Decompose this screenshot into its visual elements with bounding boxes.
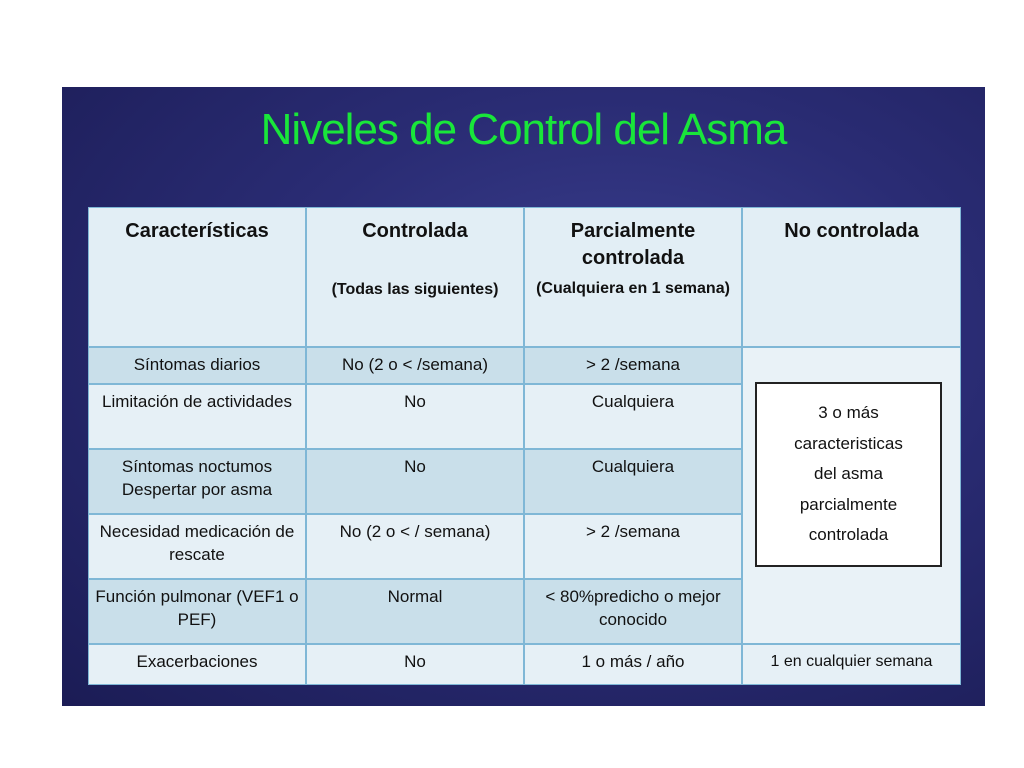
row-partial: 1 o más / año bbox=[524, 644, 742, 685]
row-controlled: No (2 o < / semana) bbox=[306, 514, 524, 579]
header-sublabel: (Todas las siguientes) bbox=[331, 281, 499, 298]
header-sublabel: (Cualquiera en 1 semana) bbox=[536, 280, 730, 297]
box-line: caracteristicas bbox=[794, 433, 903, 453]
row-controlled: No bbox=[306, 449, 524, 514]
row-partial: < 80%predicho o mejor conocido bbox=[524, 579, 742, 644]
box-line: controlada bbox=[808, 525, 889, 545]
row-partial: > 2 /semana bbox=[524, 347, 742, 384]
slide bbox=[62, 87, 985, 706]
box-line: del asma bbox=[814, 464, 883, 484]
row-feature: Síntomas diarios bbox=[88, 347, 306, 384]
box-line: parcialmente bbox=[799, 494, 898, 514]
row-feature: Necesidad medicación de rescate bbox=[88, 514, 306, 579]
row-controlled: No bbox=[306, 644, 524, 685]
header-controlled bbox=[306, 207, 524, 347]
uncontrolled-merged-cell bbox=[742, 347, 961, 644]
header-label: No controlada bbox=[784, 220, 919, 242]
row-uncontrolled: 1 en cualquier semana bbox=[742, 644, 961, 685]
header-label: Controlada bbox=[362, 220, 468, 242]
header-partially-controlled bbox=[524, 207, 742, 347]
row-feature: Función pulmonar (VEF1 o PEF) bbox=[88, 579, 306, 644]
box-line: 3 o más bbox=[818, 403, 879, 423]
header-label: Parcialmente controlada bbox=[570, 220, 696, 269]
row-partial: Cualquiera bbox=[524, 384, 742, 449]
row-controlled: Normal bbox=[306, 579, 524, 644]
header-uncontrolled bbox=[742, 207, 961, 347]
row-feature: Síntomas noctumos Despertar por asma bbox=[88, 449, 306, 514]
asthma-control-table bbox=[88, 207, 961, 685]
row-partial: > 2 /semana bbox=[524, 514, 742, 579]
row-feature: Exacerbaciones bbox=[88, 644, 306, 685]
row-controlled: No (2 o < /semana) bbox=[306, 347, 524, 384]
row-partial: Cualquiera bbox=[524, 449, 742, 514]
slide-title: Niveles de Control del Asma bbox=[260, 105, 787, 154]
header-label: Características bbox=[125, 220, 269, 242]
row-feature: Limitación de actividades bbox=[88, 384, 306, 449]
uncontrolled-criteria-box bbox=[755, 382, 942, 567]
header-characteristics bbox=[88, 207, 306, 347]
row-controlled: No bbox=[306, 384, 524, 449]
